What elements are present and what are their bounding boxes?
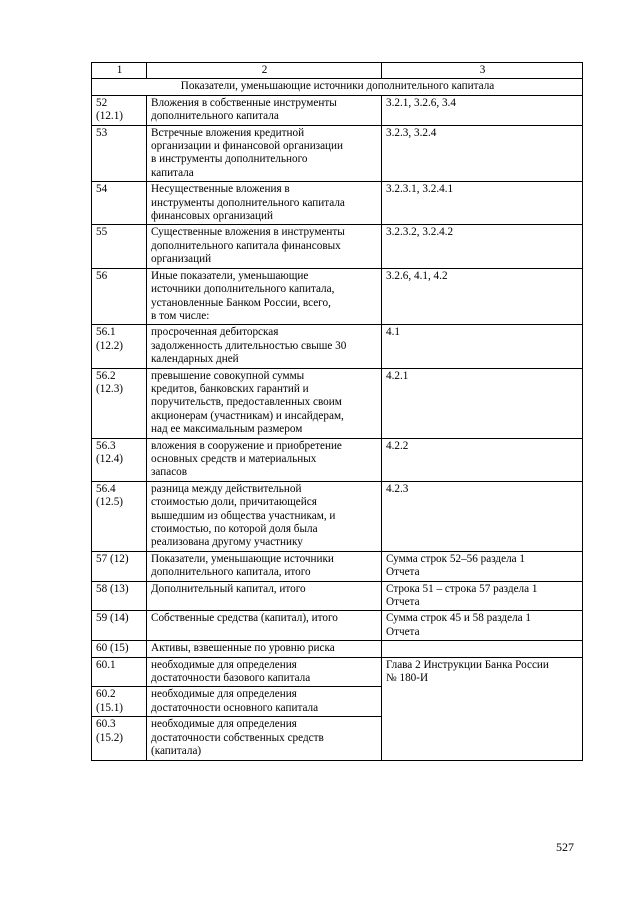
table-row xyxy=(92,325,583,368)
row-number: 56.4 (12.5) xyxy=(92,481,147,551)
row-reference: 3.2.1, 3.2.6, 3.4 xyxy=(382,95,583,125)
row-reference: 4.2.2 xyxy=(382,438,583,481)
header-col-1: 1 xyxy=(92,63,147,79)
page-number: 527 xyxy=(556,840,574,854)
row-name: Собственные средства (капитал), итого xyxy=(147,611,382,641)
table-row xyxy=(92,182,583,225)
row-number: 56.3 (12.4) xyxy=(92,438,147,481)
table-row xyxy=(92,95,583,125)
table-row xyxy=(92,438,583,481)
row-number: 58 (13) xyxy=(92,581,147,611)
row-reference: Строка 51 – строка 57 раздела 1 Отчета xyxy=(382,581,583,611)
row-name: необходимые для определения достаточности собственных средств (капитала) xyxy=(147,717,382,760)
table-row xyxy=(92,368,583,438)
row-number: 60 (15) xyxy=(92,641,147,657)
row-name: необходимые для определения достаточности основного капитала xyxy=(147,687,382,717)
row-number: 57 (12) xyxy=(92,551,147,581)
row-reference: 3.2.6, 4.1, 4.2 xyxy=(382,268,583,325)
table-row xyxy=(92,657,583,687)
row-number: 60.2 (15.1) xyxy=(92,687,147,717)
table-row xyxy=(92,225,583,268)
row-reference: Сумма строк 45 и 58 раздела 1 Отчета xyxy=(382,611,583,641)
row-reference-empty xyxy=(382,641,583,657)
row-number: 53 xyxy=(92,125,147,182)
section-title: Показатели, уменьшающие источники дополнительного капитала xyxy=(92,79,583,95)
table-row xyxy=(92,125,583,182)
table-row xyxy=(92,581,583,611)
row-name: Показатели, уменьшающие источники дополнительного капитала, итого xyxy=(147,551,382,581)
row-number: 59 (14) xyxy=(92,611,147,641)
row-number: 56.2 (12.3) xyxy=(92,368,147,438)
table-row xyxy=(92,551,583,581)
row-number: 55 xyxy=(92,225,147,268)
row-number: 54 xyxy=(92,182,147,225)
header-col-2: 2 xyxy=(147,63,382,79)
table-row xyxy=(92,641,583,657)
row-name: Несущественные вложения в инструменты дополнительного капитала финансовых организаций xyxy=(147,182,382,225)
report-table xyxy=(91,62,583,761)
row-number: 56 xyxy=(92,268,147,325)
row-number: 52 (12.1) xyxy=(92,95,147,125)
row-reference: Сумма строк 52–56 раздела 1 Отчета xyxy=(382,551,583,581)
row-name: необходимые для определения достаточности базового капитала xyxy=(147,657,382,687)
row-name: разница между действительной стоимостью доли, причитающейся вышедшим из общества участникам, и стоимостью, по которой доля была реализована другому участнику xyxy=(147,481,382,551)
row-number: 56.1 (12.2) xyxy=(92,325,147,368)
table-row xyxy=(92,611,583,641)
report-table-body xyxy=(92,63,583,761)
row-name: Вложения в собственные инструменты дополнительного капитала xyxy=(147,95,382,125)
row-number: 60.1 xyxy=(92,657,147,687)
row-reference: 4.2.3 xyxy=(382,481,583,551)
row-number: 60.3 (15.2) xyxy=(92,717,147,760)
row-name: Существенные вложения в инструменты дополнительного капитала финансовых организаций xyxy=(147,225,382,268)
row-name: Активы, взвешенные по уровню риска xyxy=(147,641,382,657)
row-name: Встречные вложения кредитной организации и финансовой организации в инструменты дополнительного капитала xyxy=(147,125,382,182)
row-name: Дополнительный капитал, итого xyxy=(147,581,382,611)
header-row xyxy=(92,63,583,79)
header-col-3: 3 xyxy=(382,63,583,79)
row-name: Иные показатели, уменьшающие источники дополнительного капитала, установленные Банком России, всего, в том числе: xyxy=(147,268,382,325)
row-reference: Глава 2 Инструкции Банка России № 180-И xyxy=(382,657,583,760)
row-reference: 3.2.3, 3.2.4 xyxy=(382,125,583,182)
row-reference: 3.2.3.1, 3.2.4.1 xyxy=(382,182,583,225)
row-reference: 3.2.3.2, 3.2.4.2 xyxy=(382,225,583,268)
row-reference: 4.1 xyxy=(382,325,583,368)
table-row xyxy=(92,481,583,551)
row-name: просроченная дебиторская задолженность длительностью свыше 30 календарных дней xyxy=(147,325,382,368)
row-name: вложения в сооружение и приобретение основных средств и материальных запасов xyxy=(147,438,382,481)
section-title-row xyxy=(92,79,583,95)
row-reference: 4.2.1 xyxy=(382,368,583,438)
table-row xyxy=(92,268,583,325)
row-name: превышение совокупной суммы кредитов, банковских гарантий и поручительств, предоставленных своим акционерам (участникам) и инсайдерам, над ее максимальным размером xyxy=(147,368,382,438)
